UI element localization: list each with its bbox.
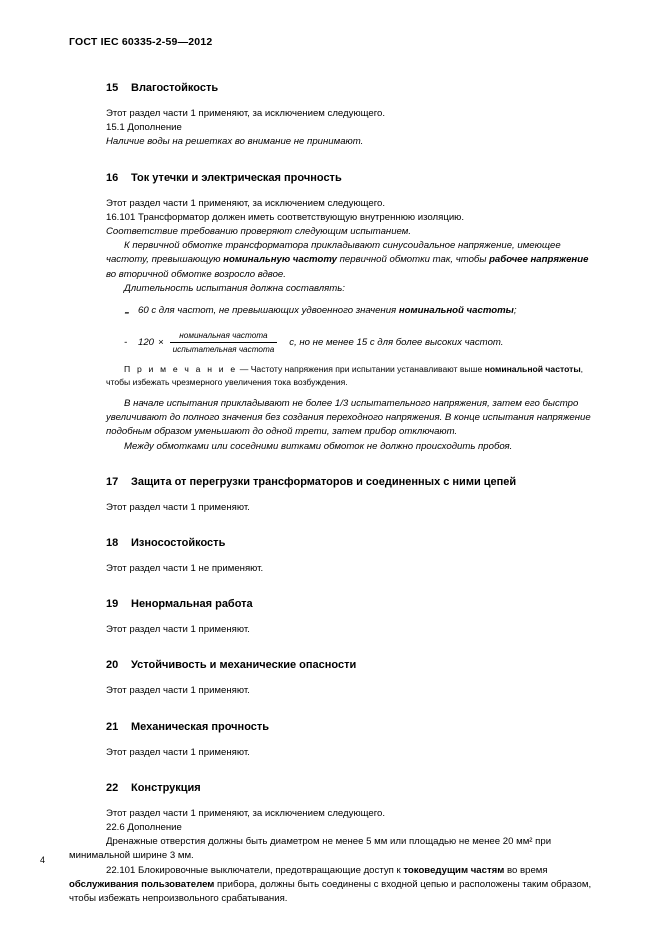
section-21-number: 21 [106,720,119,733]
section-16-start-test-para: В начале испытания прикладывают не более 1/3 испытательного напряжения, затем его быстро увеличивают до полного значения без создания переходного напряжения. В конце испытания напряжение подобным образом уменьшают до одной трети, затем прибор отключают. [106,398,591,438]
section-19-heading: Ненормальная работа [131,598,253,611]
s22-p4-bold-1: токоведущим частям [403,864,505,876]
section-18-para-1: Этот раздел части 1 не применяют. [106,563,264,575]
section-22-para-1: Этот раздел части 1 применяют, за исключением следующего. [106,807,386,819]
section-16-number: 16 [106,171,119,184]
section-15 [69,82,593,150]
page-header: ГОСТ IEC 60335-2-59—2012 [69,36,213,48]
fraction-numerator: номинальная частота [170,330,278,343]
section-22 [69,782,593,906]
note-before: — Частоту напряжения при испытании устанавливают выше [237,364,485,375]
bullet-1-text [138,304,516,322]
section-16-bullet-2 [124,330,593,355]
s22-p4-bold-2: обслуживания пользователем [69,878,215,890]
section-16-heading: Ток утечки и электрическая прочность [131,171,342,184]
section-16-bullet-1-wrap [106,304,593,322]
section-15-para-1: Этот раздел части 1 применяют, за исключением следующего. [106,108,386,119]
pw-tail: во вторичной обмотке возросло вдвое. [106,268,286,280]
note-label: П р и м е ч а н и е [124,364,238,375]
section-20-heading: Устойчивость и механические опасности [131,659,357,672]
section-16-title [106,172,593,184]
s22-p4-mid: во время [504,864,548,876]
section-20-para-1: Этот раздел части 1 применяют. [106,685,250,697]
section-19 [69,598,593,637]
section-18-heading: Износостойкость [131,537,226,550]
section-16 [69,172,593,454]
page-number: 4 [40,855,46,865]
bullet-2-fraction [170,330,278,355]
section-20-number: 20 [106,659,119,672]
section-22-para-3 [69,835,593,863]
section-16-para-1: Этот раздел части 1 применяют, за исключением следующего. [106,197,386,209]
bullet-1-before: 60 с для частот, не превышающих удвоенного значения [138,305,399,317]
section-18 [69,537,593,576]
section-16-para-2: 16.101 Трансформатор должен иметь соответствующую внутреннюю изоляцию. [106,211,465,223]
section-17-para-1: Этот раздел части 1 применяют. [106,501,250,513]
section-20 [69,659,593,698]
section-22-para-3-text: Дренажные отверстия должны быть диаметром не менее 5 мм или площадью не менее 20 мм² при минимальной ширине 3 мм. [69,836,552,862]
section-17-number: 17 [106,475,119,488]
bullet-1-dash: - [124,304,130,322]
note-after: , чтобы избежать чрезмерного увеличения тока возбуждения. [106,364,584,388]
section-15-para-2: 15.1 Дополнение [106,122,182,134]
section-22-para-2: 22.6 Дополнение [106,822,182,834]
section-18-number: 18 [106,537,119,550]
section-19-number: 19 [106,598,119,611]
section-21 [69,721,593,760]
section-22-title [106,782,593,794]
section-16-no-breakdown-para: Между обмотками или соседними витками обмоток не должно происходить пробоя. [124,440,513,452]
pw-bold-1: номинальную частоту [223,254,337,266]
section-15-heading: Влагостойкость [131,82,219,94]
s22-p4-before: 22.101 Блокировочные выключатели, предотвращающие доступ к [106,864,404,876]
section-22-heading: Конструкция [131,781,201,794]
document-body [69,82,593,906]
section-16-bullet-1 [124,304,593,322]
note-bold: номинальной частоты [484,364,581,375]
section-17 [69,476,593,515]
bullet-2-value: 120 [138,337,155,349]
section-16-para-3: Соответствие требованию проверяют следующим испытанием. [106,226,412,238]
section-16-bullet-2-wrap [106,330,593,355]
section-16-primary-winding-para [106,239,593,282]
fraction-denominator: испытательная частота [172,345,275,355]
section-21-para-1: Этот раздел части 1 применяют. [106,746,250,758]
section-16-note [106,363,593,389]
section-21-heading: Механическая прочность [131,720,270,733]
bullet-2-dash: - [124,337,128,349]
section-22-para-4 [69,864,593,907]
section-22-number: 22 [106,781,119,794]
section-15-para-3: Наличие воды на решетках во внимание не принимают. [106,136,364,148]
section-19-para-1: Этот раздел части 1 применяют. [106,624,250,636]
section-15-number: 15 [106,82,119,94]
pw-lead: К первичной обмотке трансформатора прикладывают синусоидальное напряжение, имеющее частоту, превышающую [106,240,561,266]
bullet-1-bold: номинальной частоты [398,305,514,317]
section-17-title [106,476,593,488]
pw-mid: первичной обмотки так, чтобы [336,254,490,266]
bullet-2-operator: × [158,337,164,349]
section-18-title [106,537,593,549]
s22-p4-after: прибора, должны быть соединены с входной цепью и расположены таким образом, чтобы избежать непроизвольного срабатывания. [69,878,592,905]
section-15-title [106,82,593,94]
pw-bold-2: рабочее напряжение [489,254,589,266]
section-20-title [106,659,593,671]
section-17-heading: Защита от перегрузки трансформаторов и соединенных с ними цепей [131,475,517,488]
bullet-1-after: ; [513,305,517,317]
bullet-2-after: с, но не менее 15 с для более высоких частот. [289,337,504,349]
section-16-duration-intro: Длительность испытания должна составлять: [124,282,345,294]
section-21-title [106,721,593,733]
section-19-title [106,598,593,610]
